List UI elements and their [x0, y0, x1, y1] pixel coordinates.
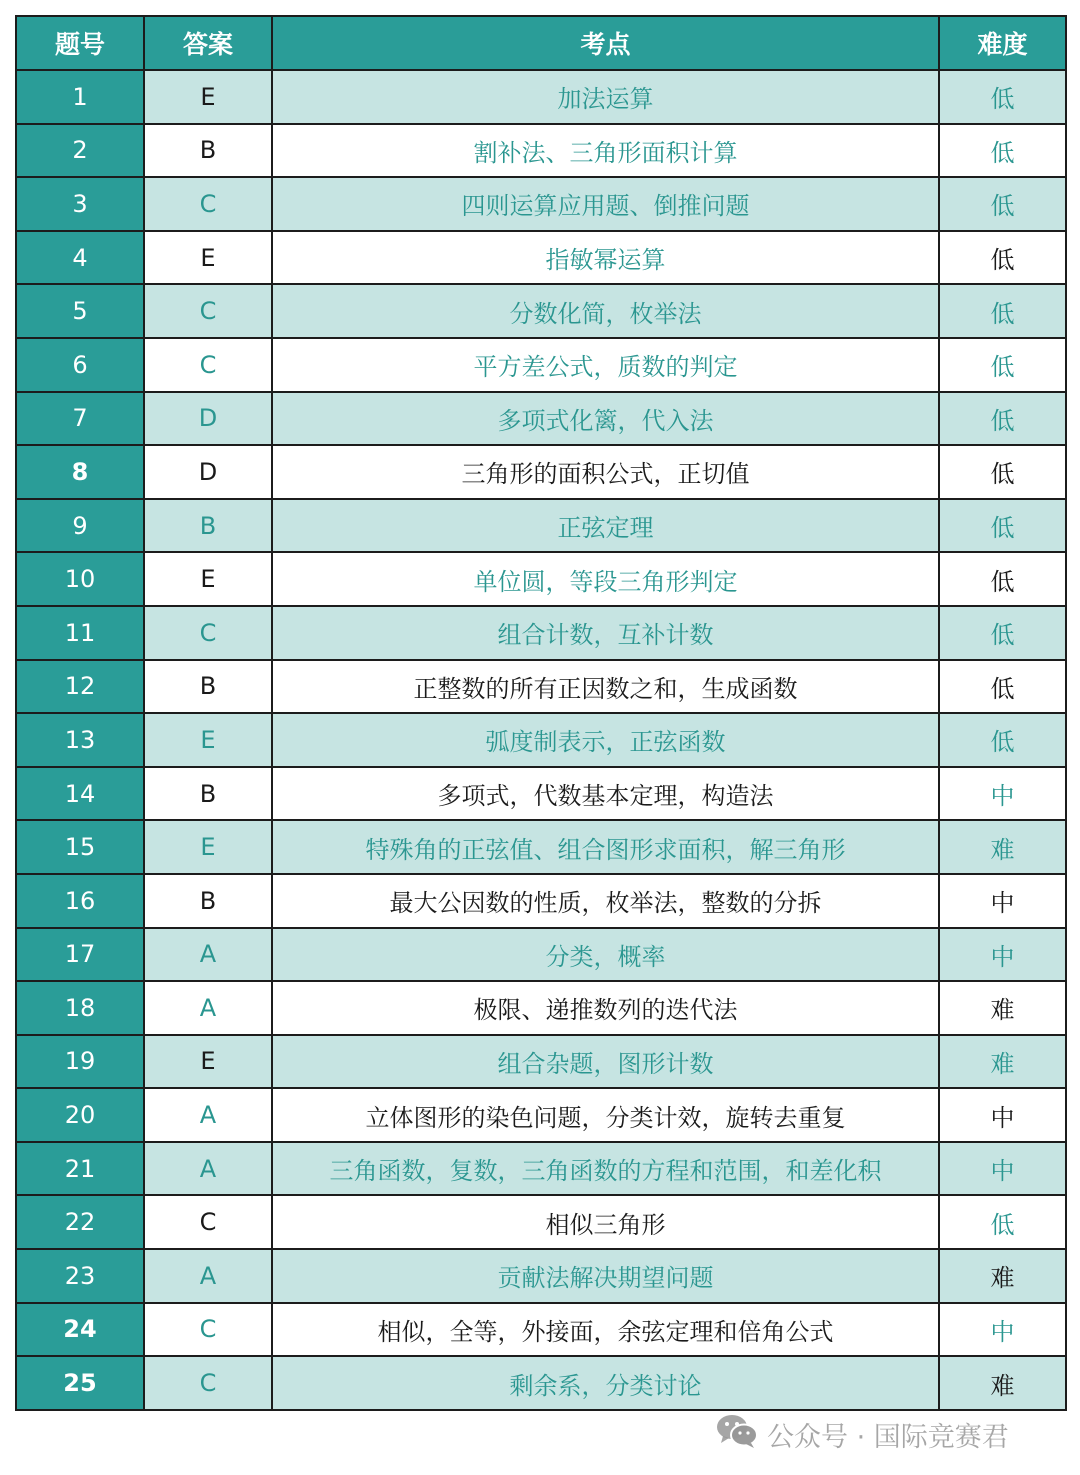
table-row [16, 660, 1066, 714]
difficulty-cell: 低 [939, 70, 1066, 124]
answer-cell: C [144, 606, 272, 660]
question-number-cell: 4 [16, 231, 144, 285]
table-row [16, 1035, 1066, 1089]
difficulty-cell: 中 [939, 874, 1066, 928]
answer-cell: E [144, 70, 272, 124]
answer-cell: A [144, 1249, 272, 1303]
table-row [16, 1088, 1066, 1142]
topic-cell: 正整数的所有正因数之和，生成函数 [272, 660, 939, 714]
difficulty-cell: 低 [939, 552, 1066, 606]
difficulty-cell: 难 [939, 1035, 1066, 1089]
watermark-text: 公众号 · 国际竞赛君 [767, 1421, 1009, 1453]
table-row [16, 1195, 1066, 1249]
answer-cell: C [144, 177, 272, 231]
topic-cell: 多项式化篱，代入法 [272, 392, 939, 446]
question-number-cell: 2 [16, 124, 144, 178]
answer-cell: A [144, 928, 272, 982]
topic-cell: 特殊角的正弦值、组合图形求面积，解三角形 [272, 820, 939, 874]
question-number-cell: 6 [16, 338, 144, 392]
question-number-cell: 8 [16, 445, 144, 499]
difficulty-cell: 低 [939, 231, 1066, 285]
header-difficulty: 难度 [939, 16, 1066, 70]
table-row [16, 713, 1066, 767]
topic-cell: 相似三角形 [272, 1195, 939, 1249]
question-number-cell: 24 [16, 1303, 144, 1357]
difficulty-cell: 低 [939, 284, 1066, 338]
table-row [16, 177, 1066, 231]
table-row [16, 1303, 1066, 1357]
table-row [16, 445, 1066, 499]
table-row [16, 1249, 1066, 1303]
table-row [16, 284, 1066, 338]
topic-cell: 加法运算 [272, 70, 939, 124]
table-row [16, 606, 1066, 660]
topic-cell: 立体图形的染色问题，分类计效，旋转去重复 [272, 1088, 939, 1142]
table-row [16, 338, 1066, 392]
topic-cell: 三角形的面积公式，正切值 [272, 445, 939, 499]
answer-cell: A [144, 1142, 272, 1196]
question-number-cell: 12 [16, 660, 144, 714]
topic-cell: 分数化简，枚举法 [272, 284, 939, 338]
question-number-cell: 18 [16, 981, 144, 1035]
table-row [16, 874, 1066, 928]
answer-cell: B [144, 767, 272, 821]
topic-cell: 割补法、三角形面积计算 [272, 124, 939, 178]
topic-cell: 分类，概率 [272, 928, 939, 982]
difficulty-cell: 低 [939, 177, 1066, 231]
table-row [16, 928, 1066, 982]
topic-cell: 组合计数，互补计数 [272, 606, 939, 660]
topic-cell: 弧度制表示，正弦函数 [272, 713, 939, 767]
topic-cell: 最大公因数的性质，枚举法，整数的分拆 [272, 874, 939, 928]
question-number-cell: 25 [16, 1356, 144, 1410]
question-number-cell: 20 [16, 1088, 144, 1142]
difficulty-cell: 中 [939, 1303, 1066, 1357]
watermark [715, 1412, 1009, 1456]
question-number-cell: 10 [16, 552, 144, 606]
header-answer: 答案 [144, 16, 272, 70]
table-row [16, 552, 1066, 606]
question-number-cell: 16 [16, 874, 144, 928]
header-row [16, 16, 1066, 70]
question-number-cell: 5 [16, 284, 144, 338]
question-number-cell: 15 [16, 820, 144, 874]
answer-cell: C [144, 1195, 272, 1249]
answer-cell: C [144, 338, 272, 392]
answer-cell: B [144, 499, 272, 553]
difficulty-cell: 低 [939, 1195, 1066, 1249]
answer-cell: A [144, 981, 272, 1035]
question-number-cell: 9 [16, 499, 144, 553]
answer-cell: E [144, 820, 272, 874]
question-number-cell: 11 [16, 606, 144, 660]
difficulty-cell: 低 [939, 338, 1066, 392]
table-row [16, 392, 1066, 446]
table-row [16, 981, 1066, 1035]
table-row [16, 124, 1066, 178]
table-row [16, 1142, 1066, 1196]
answer-table [15, 15, 1067, 1411]
table-row [16, 499, 1066, 553]
table-row [16, 231, 1066, 285]
answer-cell: D [144, 445, 272, 499]
difficulty-cell: 低 [939, 392, 1066, 446]
answer-cell: B [144, 124, 272, 178]
question-number-cell: 21 [16, 1142, 144, 1196]
question-number-cell: 22 [16, 1195, 144, 1249]
wechat-icon [715, 1412, 759, 1457]
table-row [16, 820, 1066, 874]
question-number-cell: 7 [16, 392, 144, 446]
answer-cell: B [144, 874, 272, 928]
header-topic: 考点 [272, 16, 939, 70]
difficulty-cell: 低 [939, 124, 1066, 178]
difficulty-cell: 难 [939, 1249, 1066, 1303]
table-row [16, 1356, 1066, 1410]
topic-cell: 正弦定理 [272, 499, 939, 553]
difficulty-cell: 低 [939, 445, 1066, 499]
topic-cell: 多项式，代数基本定理，构造法 [272, 767, 939, 821]
question-number-cell: 19 [16, 1035, 144, 1089]
difficulty-cell: 难 [939, 1356, 1066, 1410]
topic-cell: 单位圆，等段三角形判定 [272, 552, 939, 606]
topic-cell: 极限、递推数列的迭代法 [272, 981, 939, 1035]
difficulty-cell: 难 [939, 820, 1066, 874]
answer-cell: E [144, 1035, 272, 1089]
topic-cell: 组合杂题，图形计数 [272, 1035, 939, 1089]
table-row [16, 767, 1066, 821]
difficulty-cell: 低 [939, 606, 1066, 660]
answer-cell: E [144, 713, 272, 767]
question-number-cell: 14 [16, 767, 144, 821]
header-question-number: 题号 [16, 16, 144, 70]
answer-cell: E [144, 552, 272, 606]
question-number-cell: 1 [16, 70, 144, 124]
question-number-cell: 17 [16, 928, 144, 982]
difficulty-cell: 难 [939, 981, 1066, 1035]
difficulty-cell: 中 [939, 1142, 1066, 1196]
difficulty-cell: 低 [939, 499, 1066, 553]
table-row [16, 70, 1066, 124]
difficulty-cell: 低 [939, 713, 1066, 767]
answer-cell: E [144, 231, 272, 285]
answer-cell: D [144, 392, 272, 446]
table-body [16, 70, 1066, 1410]
answer-cell: C [144, 284, 272, 338]
question-number-cell: 13 [16, 713, 144, 767]
answer-cell: C [144, 1356, 272, 1410]
difficulty-cell: 中 [939, 767, 1066, 821]
difficulty-cell: 中 [939, 928, 1066, 982]
question-number-cell: 3 [16, 177, 144, 231]
difficulty-cell: 中 [939, 1088, 1066, 1142]
topic-cell: 三角函数，复数，三角函数的方程和范围，和差化积 [272, 1142, 939, 1196]
topic-cell: 相似，全等，外接面，余弦定理和倍角公式 [272, 1303, 939, 1357]
answer-cell: A [144, 1088, 272, 1142]
topic-cell: 平方差公式，质数的判定 [272, 338, 939, 392]
answer-cell: C [144, 1303, 272, 1357]
topic-cell: 指敏幂运算 [272, 231, 939, 285]
answer-cell: B [144, 660, 272, 714]
question-number-cell: 23 [16, 1249, 144, 1303]
topic-cell: 四则运算应用题、倒推问题 [272, 177, 939, 231]
difficulty-cell: 低 [939, 660, 1066, 714]
topic-cell: 贡献法解决期望问题 [272, 1249, 939, 1303]
topic-cell: 剩余系，分类讨论 [272, 1356, 939, 1410]
